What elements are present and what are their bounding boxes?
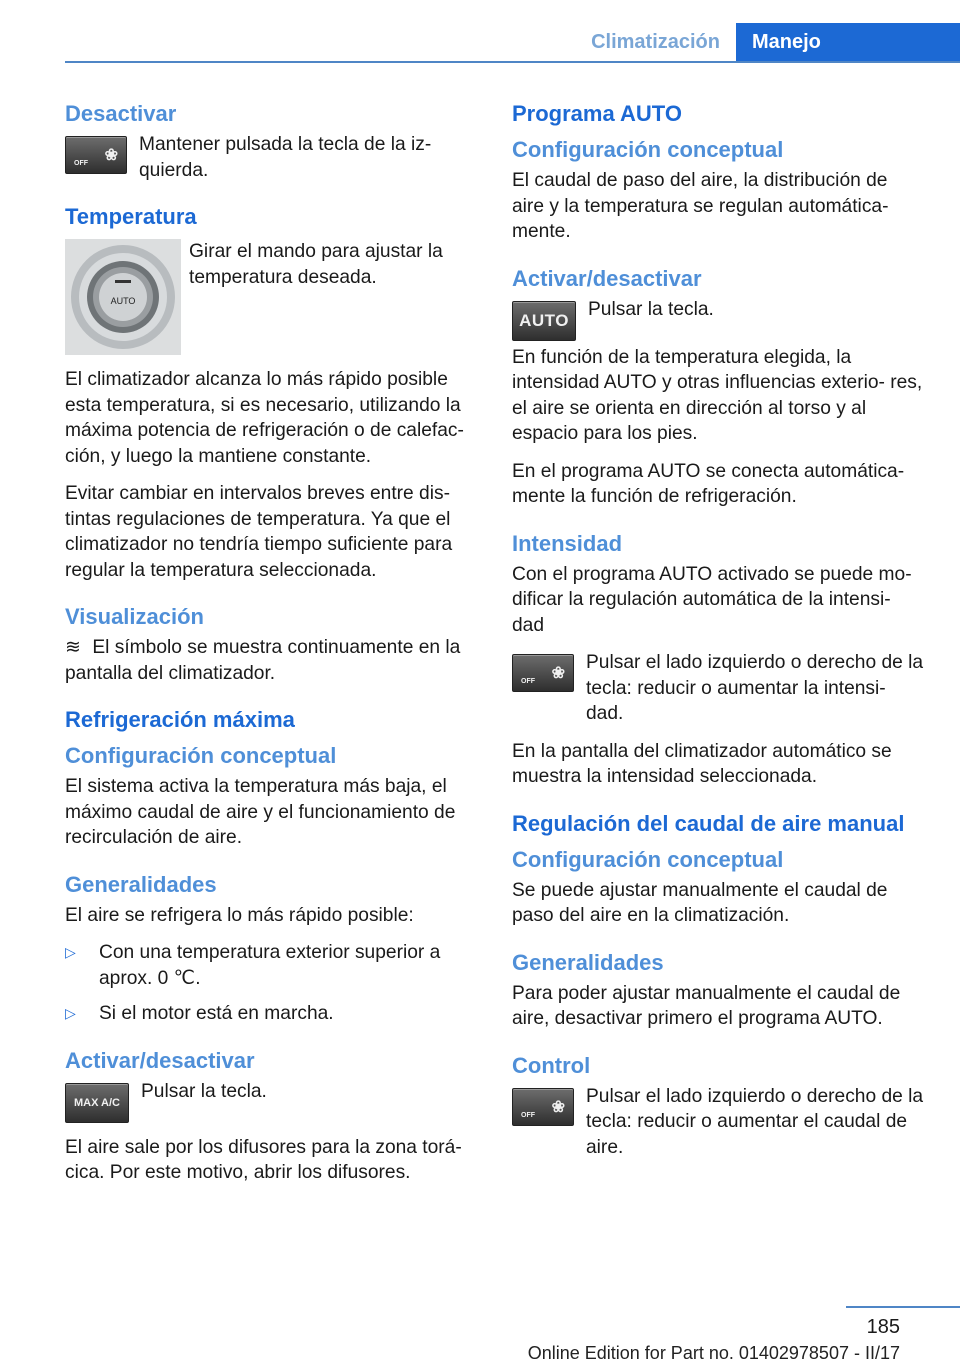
fan-key-icon (65, 136, 127, 174)
auto-paragraph: En el programa AUTO se conecta automática‐ mente la función de refrigeración. (512, 460, 905, 507)
heading-configuracion-conceptual-manual: Configuración conceptual (512, 846, 784, 872)
heading-generalidades: Generalidades (65, 871, 217, 897)
control-row-text: Pulsar el lado izquierdo o derecho de la tecla: reducir o aumentar el caudal de aire. (586, 1085, 924, 1158)
heading-temperatura: Temperatura (65, 204, 197, 229)
off-label: OFF (521, 1111, 535, 1119)
bullet-icon: ▷ (65, 944, 76, 960)
auto-description: En función de la temperatura elegida, la intensidad AUTO y otras influencias exterio‐ res, el aire se orienta en dirección al torso y al espacio para los pies. (512, 346, 923, 444)
manual-concepto-text: Se puede ajustar manualmente el caudal de paso del aire en la climatización. (512, 879, 888, 926)
header-rule (65, 61, 960, 63)
heading-intensidad: Intensidad (512, 530, 623, 556)
auto-key-icon: AUTO (512, 301, 576, 341)
visualizacion-text (65, 635, 477, 686)
intensidad-row-text: Pulsar el lado izquierdo o derecho de la tecla: reducir o aumentar la intensi‐ dad. (586, 652, 924, 724)
heading-configuracion-conceptual-auto: Configuración conceptual (512, 137, 784, 162)
generalidades-text: El aire se refrigera lo más rápido posible: (65, 904, 414, 926)
heading-configuracion-conceptual: Configuración conceptual (65, 743, 337, 768)
concepto-text: El sistema activa la temperatura más baja, el máximo caudal de aire y el funcionamiento de recirculación de aire. (65, 776, 456, 848)
fan-key-icon (512, 654, 574, 692)
fan-key-icon (512, 1088, 574, 1126)
list-item (65, 940, 477, 991)
off-label: OFF (74, 160, 88, 167)
off-label: OFF (521, 678, 535, 685)
fan-icon: ❀ (551, 665, 565, 682)
temperature-dial-icon (65, 239, 181, 355)
temperatura-row (65, 239, 477, 355)
list-item-text: Con una temperatura exterior superior a aprox. 0 ℃. (99, 942, 441, 989)
intensidad-paragraph: En la pantalla del climatizador automático se muestra la intensidad seleccionada. (512, 740, 892, 787)
intensidad-text: Con el programa AUTO activado se puede mo‐ dificar la regulación automática de la intensi‐ dad (512, 563, 912, 636)
activar-paragraph: El aire sale por los difusores para la zona torá‐ cica. Por este motivo, abrir los difusores. (65, 1136, 462, 1183)
generalidades-list (65, 940, 477, 1027)
heading-activar-desactivar-auto: Activar/desactivar (512, 265, 702, 291)
heading-generalidades-manual: Generalidades (512, 949, 664, 975)
fan-icon: ❀ (551, 1098, 565, 1116)
heading-control: Control (512, 1052, 591, 1078)
auto-row (512, 297, 924, 341)
page-number: 185 (866, 1316, 900, 1338)
activar-row (65, 1079, 477, 1123)
auto-concepto-text: El caudal de paso del aire, la distribución de aire y la temperatura se regulan automática‐ mente. (512, 170, 889, 242)
bullet-icon: ▷ (65, 1005, 76, 1021)
heading-desactivar: Desactivar (65, 101, 177, 126)
max-ac-key-icon: MAX A/C (65, 1083, 129, 1123)
heading-visualizacion: Visualización (65, 604, 204, 629)
auto-press-text: Pulsar la tecla. (588, 298, 714, 320)
svg-text:AUTO: AUTO (110, 296, 136, 306)
desactivar-text: Mantener pulsada la tecla de la iz‐ quierda. (139, 134, 432, 181)
right-column (512, 100, 924, 1172)
header-chapter-tab: Manejo (736, 23, 960, 61)
list-item-text: Si el motor está en marcha. (99, 1003, 334, 1024)
activar-text: Pulsar la tecla. (141, 1080, 267, 1102)
temperatura-text: Girar el mando para ajustar la temperatura deseada. (189, 241, 443, 288)
heading-programa-auto: Programa AUTO (512, 101, 682, 126)
list-item (65, 1001, 477, 1027)
fan-icon: ❀ (104, 147, 118, 164)
footer-edition: Online Edition for Part no. 01402978507 - II/17 (527, 1343, 900, 1363)
cooling-symbol-icon: ≋ (65, 637, 82, 658)
manual-generalidades-text: Para poder ajustar manualmente el caudal de aire, desactivar primero el programa AUTO. (512, 982, 901, 1029)
control-row (512, 1084, 924, 1161)
desactivar-row (65, 132, 477, 183)
temperatura-paragraph-2: Evitar cambiar en intervalos breves entre dis‐ tintas regulaciones de temperatura. Ya que el climatizador no tendría tiempo suficiente para regular la temperatura seleccionada. (65, 483, 453, 581)
intensidad-row (512, 650, 924, 727)
heading-activar-desactivar: Activar/desactivar (65, 1047, 255, 1073)
heading-regulacion: Regulación del caudal de aire manual (512, 810, 905, 836)
heading-refrigeracion: Refrigeración máxima (65, 707, 295, 732)
left-column (65, 100, 477, 1198)
footer-rule (846, 1306, 960, 1308)
visualizacion-label: El símbolo se muestra continuamente en la pantalla del climatizador. (65, 637, 461, 684)
temperatura-paragraph-1: El climatizador alcanza lo más rápido posible esta temperatura, si es necesario, utilizando la máxima potencia de refrigeración o de calefac‐ ción, y luego la mantiene constante. (65, 369, 464, 467)
header-section-tab: Climatización (591, 30, 720, 53)
